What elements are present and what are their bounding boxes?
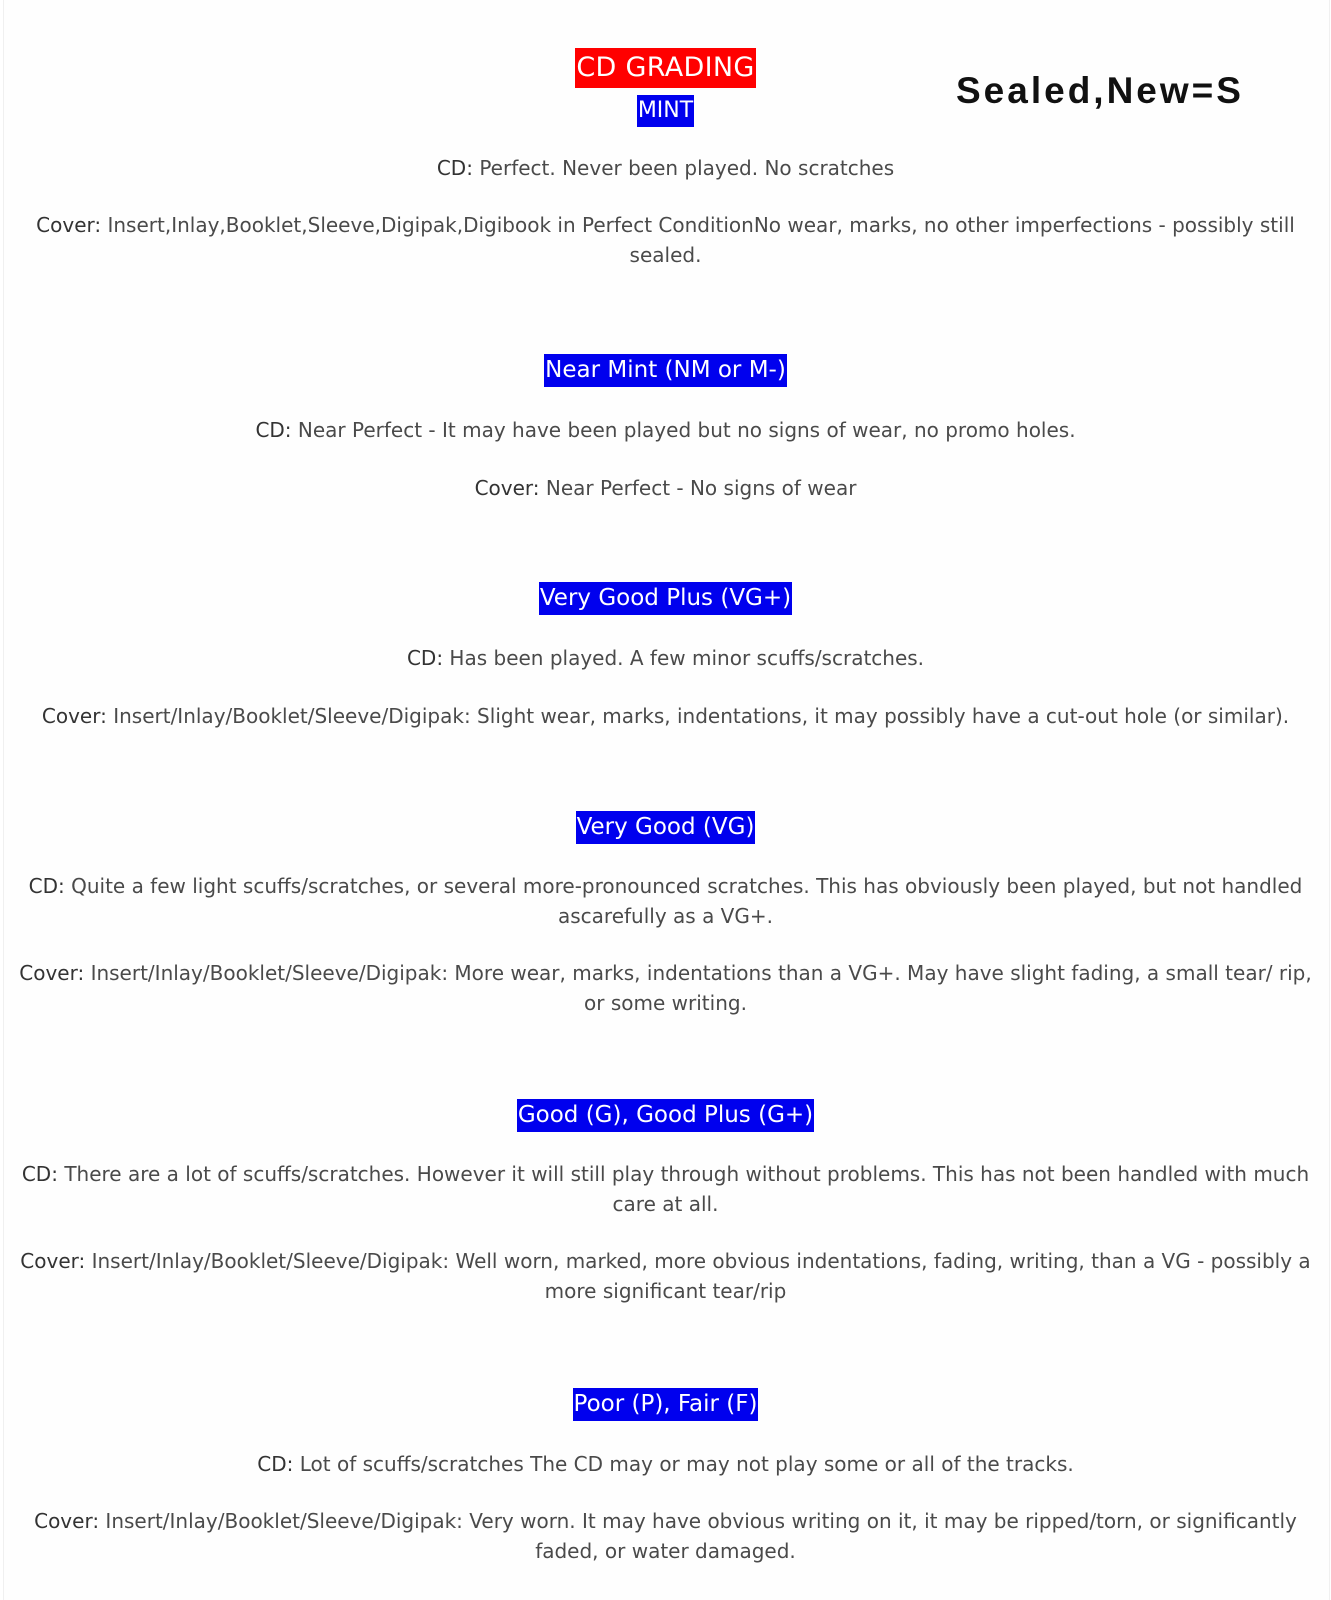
cd-description: Perfect. Never been played. No scratches — [479, 156, 895, 180]
grade-heading-good: Good (G), Good Plus (G+) — [517, 1099, 814, 1132]
cd-description: Quite a few light scuffs/scratches, or several more-pronounced scratches. This has obviously been played, but not handled ascarefully as a VG+. — [71, 874, 1303, 928]
cd-label: CD: — [255, 418, 292, 442]
grade-near-mint-cd — [0, 415, 1331, 445]
grade-mint-cd — [0, 153, 1331, 183]
grade-vg-plus-cover — [0, 701, 1331, 731]
grade-vg-cover — [14, 958, 1317, 1018]
cover-description: Near Perfect - No signs of wear — [545, 476, 857, 500]
grade-heading-vg-plus: Very Good Plus (VG+) — [539, 582, 792, 615]
grade-heading-mint: MINT — [637, 95, 694, 127]
cd-label: CD: — [406, 646, 444, 670]
cover-description: Insert/Inlay/Booklet/Sleeve/Digipak: Very worn. It may have obvious writing on it, it may be ripped/torn, or significantly faded, or water damaged. — [105, 1509, 1297, 1563]
cd-label: CD: — [21, 1162, 58, 1186]
page-title: CD GRADING — [575, 48, 755, 88]
grade-good-cover — [14, 1246, 1317, 1306]
grade-poor-cover — [14, 1506, 1317, 1566]
cover-label: Cover: — [36, 213, 102, 237]
cover-description: Insert,Inlay,Booklet,Sleeve,Digipak,Digibook in Perfect ConditionNo wear, marks, no other imperfections - possibly still sealed. — [107, 213, 1295, 267]
grade-near-mint-cover — [0, 473, 1331, 503]
cover-label: Cover: — [20, 1249, 86, 1273]
grade-poor-cd — [0, 1449, 1331, 1479]
grade-vg-cd — [14, 871, 1317, 931]
cd-description: Near Perfect - It may have been played but no signs of wear, no promo holes. — [297, 418, 1076, 442]
cover-label: Cover: — [41, 704, 107, 728]
cover-label: Cover: — [19, 961, 85, 985]
grade-heading-row — [0, 582, 1331, 615]
grade-heading-row — [0, 1099, 1331, 1132]
cover-description: Insert/Inlay/Booklet/Sleeve/Digipak: More wear, marks, indentations than a VG+. May have slight fading, a small tear/ rip, or some writing. — [90, 961, 1312, 1015]
cd-label: CD: — [28, 874, 65, 898]
cd-description: Has been played. A few minor scuffs/scratches. — [449, 646, 925, 670]
cover-label: Cover: — [474, 476, 540, 500]
grade-mint-cover — [14, 210, 1317, 270]
grade-heading-row — [0, 354, 1331, 387]
grade-heading-row — [0, 811, 1331, 844]
cover-description: Insert/Inlay/Booklet/Sleeve/Digipak: Slight wear, marks, indentations, it may possibly have a cut-out hole (or similar). — [113, 704, 1290, 728]
grade-heading-poor: Poor (P), Fair (F) — [573, 1388, 759, 1421]
cd-description: There are a lot of scuffs/scratches. However it will still play through without problems. This has not been handled with much care at all. — [64, 1162, 1310, 1216]
sealed-note: Sealed,New=S — [956, 70, 1244, 111]
grade-heading-row — [0, 95, 1331, 127]
grade-heading-row — [0, 1388, 1331, 1421]
cd-description: Lot of scuffs/scratches The CD may or may not play some or all of the tracks. — [299, 1452, 1074, 1476]
cd-label: CD: — [436, 156, 473, 180]
cover-label: Cover: — [34, 1509, 100, 1533]
grade-heading-vg: Very Good (VG) — [576, 811, 756, 844]
grade-good-cd — [14, 1159, 1317, 1219]
cover-description: Insert/Inlay/Booklet/Sleeve/Digipak: Well worn, marked, more obvious indentations, fading, writing, than a VG - possibly a more significant tear/rip — [91, 1249, 1311, 1303]
cd-label: CD: — [257, 1452, 294, 1476]
grade-vg-plus-cd — [0, 643, 1331, 673]
grade-heading-near-mint: Near Mint (NM or M-) — [544, 354, 787, 387]
